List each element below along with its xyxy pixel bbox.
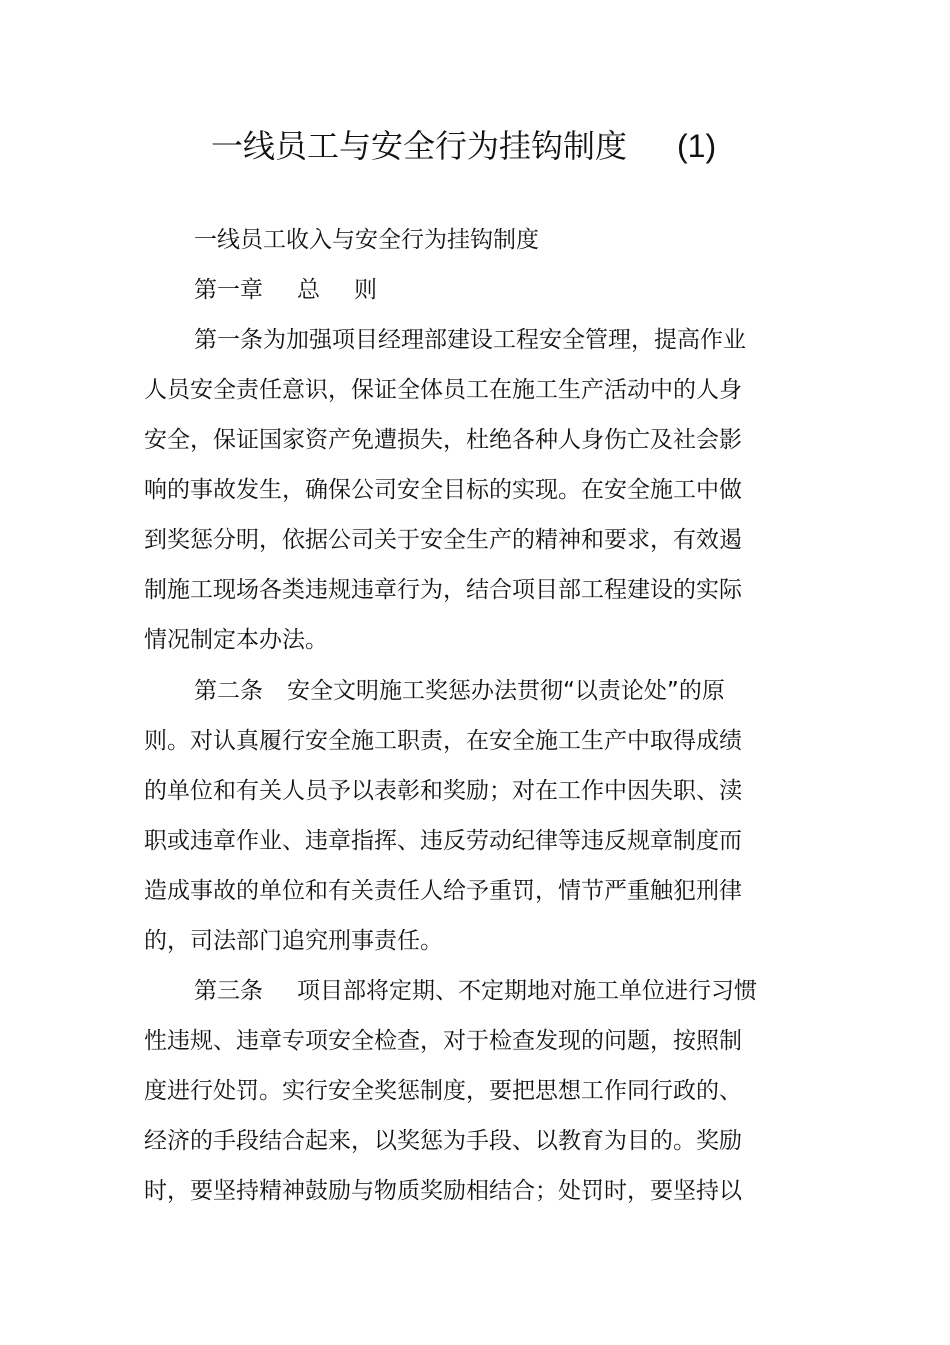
article-1-line: 制施工现场各类违规违章行为，结合项目部工程建设的实际: [144, 577, 742, 603]
article-3-text: 项目部将定期、不定期地对施工单位进行习惯: [297, 978, 757, 1004]
article-3-line: 度进行处罚。实行安全奖惩制度，要把思想工作同行政的、: [144, 1078, 742, 1104]
subtitle: 一线员工收入与安全行为挂钩制度: [194, 227, 539, 253]
article-3-line: 经济的手段结合起来，以奖惩为手段、以教育为目的。奖励: [144, 1128, 742, 1154]
article-2-label: 第二条: [194, 678, 263, 704]
article-3-label: 第三条: [194, 978, 263, 1004]
article-2-text: 安全文明施工奖惩办法贯彻“以责论处”的原: [287, 678, 725, 704]
chapter-word-2: 则: [354, 277, 377, 303]
article-2-line: 则。对认真履行安全施工职责，在安全施工生产中取得成绩: [144, 728, 742, 754]
article-1-line: 人员安全责任意识，保证全体员工在施工生产活动中的人身: [144, 377, 742, 403]
article-2-line-1: [194, 674, 725, 708]
article-1-line: 到奖惩分明，依据公司关于安全生产的精神和要求，有效遏: [144, 527, 742, 553]
chapter-word-1: 总: [297, 277, 320, 303]
article-2-line: 职或违章作业、违章指挥、违反劳动纪律等违反规章制度而: [144, 828, 742, 854]
article-3-line: 时，要坚持精神鼓励与物质奖励相结合；处罚时，要坚持以: [144, 1178, 742, 1204]
title-text: 一线员工与安全行为挂钩制度: [211, 127, 628, 165]
article-2-line: 的单位和有关人员予以表彰和奖励；对在工作中因失职、渎: [144, 778, 742, 804]
article-3-line: 性违规、违章专项安全检查，对于检查发现的问题，按照制: [144, 1028, 742, 1054]
document-title: [0, 118, 950, 174]
article-1-line: 情况制定本办法。: [144, 627, 328, 653]
article-2-line: 的，司法部门追究刑事责任。: [144, 928, 443, 954]
article-1-label: 第一条: [194, 327, 263, 353]
title-number: (1): [677, 128, 717, 164]
article-1-text: 为加强项目经理部建设工程安全管理，提高作业: [263, 327, 746, 353]
chapter-heading: [194, 273, 377, 307]
chapter-label: 第一章: [194, 277, 263, 303]
article-1-line-1: [194, 323, 746, 357]
article-1-line: 响的事故发生，确保公司安全目标的实现。在安全施工中做: [144, 477, 742, 503]
article-2-line: 造成事故的单位和有关责任人给予重罚，情节严重触犯刑律: [144, 878, 742, 904]
article-3-line-1: [194, 974, 757, 1008]
article-1-line: 安全，保证国家资产免遭损失，杜绝各种人身伤亡及社会影: [144, 427, 742, 453]
